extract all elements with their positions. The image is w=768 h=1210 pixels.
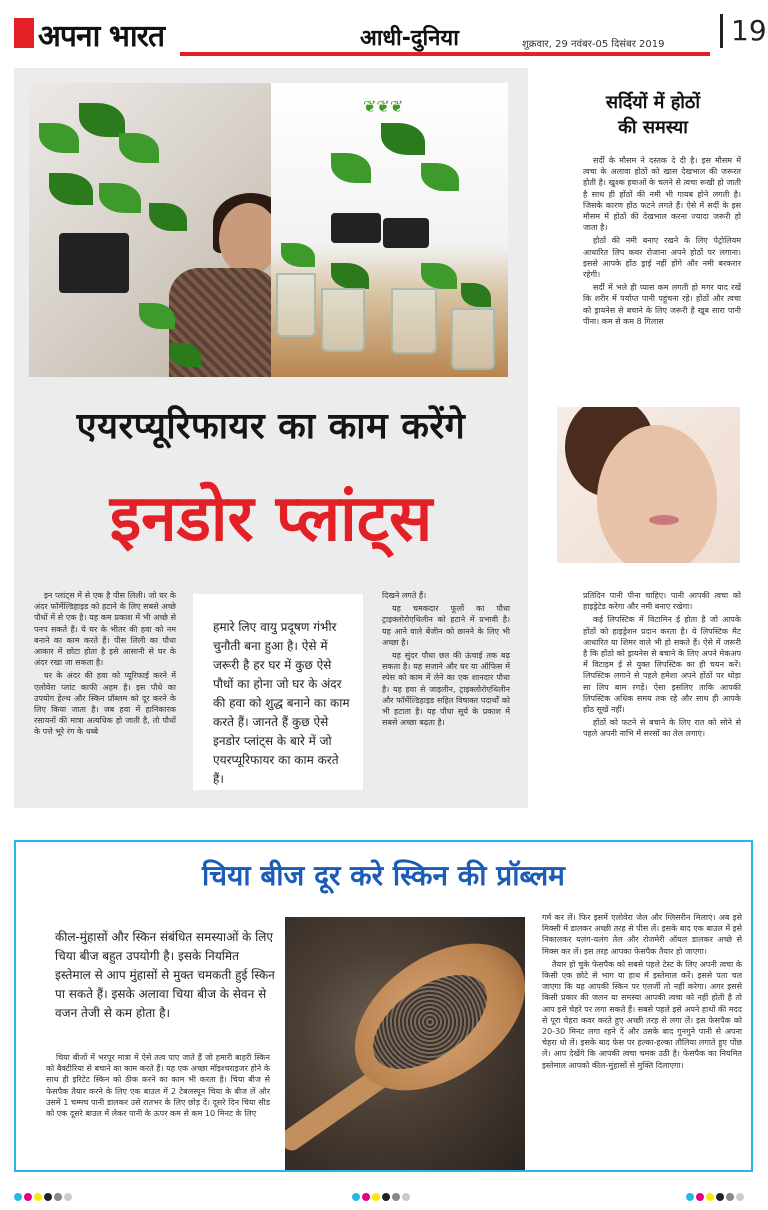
sidebar-headline-line2: की समस्या (618, 117, 688, 138)
chia-headline: चिया बीज दूर करे स्किन की प्रॉब्लम (202, 859, 565, 892)
section-title: आधी-दुनिया (360, 26, 459, 51)
leaf-ornament-icon: ❦❦❦ (363, 97, 404, 116)
chia-intro: कील-मुंहासों और स्किन संबंधित समस्याओं के लिए चिया बीज बहुत उपयोगी है। इसके नियमित इस्तेमाल से आप मुंहासों से मुक्त चमकती हुई स्किन पा सकते हैं। इसके अलावा चिया बीज के सेवन से वजन तेजी से कम होता है। (55, 930, 275, 1020)
paragraph: यह सुंदर पौधा छत की ऊंचाई तक बढ़ सकता है। यह सजाने और घर या ऑफिस में स्पेस को काम में लेने का एक शानदार पौधा है। यह हवा से जाइलीन, ट्राइक्लोरोएथिलीन और फॉर्मेल्डिहाइड सहित विषाक्त पदार्थों को भी हटाता है। यह पौधा सूर्य के प्रकाश में सबसे अच्छा बढ़ता है। (382, 651, 510, 728)
chia-seeds-photo (285, 917, 525, 1170)
paragraph: घर के अंदर की हवा को प्यूरिफाई करने में एलोवेरा प्लांट काफी अहम है। इस पौधे का उपयोग हेल्थ और स्किन प्रॉब्लम को दूर करने के लिए किया जाता है। जब हवा में हानिकारक रसायनों की मात्रा अत्यधिक हो जाती है, तो पौधों के पत्ते भूरे रंग के धब्बे (34, 671, 176, 737)
paragraph: प्रतिदिन पानी पीना चाहिए। पानी आपकी त्वचा को हाइड्रेटेड करेगा और नमी बनाए रखेगा। (583, 591, 741, 612)
print-color-marks (352, 1186, 412, 1194)
paragraph: इन प्लांट्स में से एक है पीस लिली। जो घर के अंदर फॉर्मेल्डिहाइड को हटाने के लिए सबसे अच्छे पौधों में से एक है। यह कम प्रकाश में भी अच्छे से पनप सकते हैं। ये घर के भीतर की हवा को नम बनाने का काम करते हैं। पीस लिली का पौधा आकार में छोटा होता है इसे आसानी से घर के अंदर रखा जा सकता है। (34, 591, 176, 668)
header-rule (180, 52, 710, 56)
paragraph: यह चमकदार फूलों का पौधा ट्राइक्लोरोएथिलीन को हटाने में प्रभावी है। यह आने वाले बेंजीन को छानने के लिए भी अच्छा है। (382, 604, 510, 647)
sidebar-text-bottom (583, 590, 741, 742)
brand-mark (14, 18, 34, 48)
page-number: 19 (720, 14, 767, 48)
headline-line2: इनडोर प्लांट्स (109, 482, 433, 556)
print-color-marks (686, 1186, 746, 1194)
publication-title: अपना भारत (38, 19, 165, 54)
chia-left-text (46, 1052, 270, 1121)
article-column-3 (382, 590, 510, 730)
article-column-1 (34, 590, 176, 740)
paragraph: सर्दी में भले ही प्यास कम लगती हो मगर याद रखें कि शरीर में पर्याप्त पानी पहुंचना रहे। होंठों और त्वचा को ड्रायनेस से बचाने के लिए जरूरी है खूब सारा पानी पीना। कम से कम 8 गिलास (583, 283, 741, 326)
paragraph: सर्दी के मौसम ने दस्तक दे दी है। इस मौसम में त्वचा के अलावा होठों को खास देखभाल की जरूरत होती है। खुश्क हवाओं के चलने से त्वचा रूखी हो जाती है साथ ही होंठों की नमी भी गायब होने लगती है। जिसके कारण होंठ फटने लगते हैं। ऐसे में सर्दी के इस मौसम में होठों की देखभाल करना ज्यादा जरूरी हो जाता है। (583, 156, 741, 233)
paragraph: चिया बीजों में भरपूर मात्रा में ऐसे तत्व पाए जाते हैं जो हमारी बाहरी स्किन को बैक्टीरिया से बचाने का काम करते हैं। यह एक अच्छा मॉइश्चराइजर होने के साथ ही इरिटेट स्किन को ठीक करने का काम भी करता है। चिया बीज से फेसपैक तैयार करने के लिए एक बाउल में 2 टेबलस्पून चिया के बीज लें और उसमें 1 चम्मच पानी डालकर उसे रातभर के लिए छोड़ दें। दूसरे दिन चिया सीड को एक दूसरे बाउल में लेकर पानी के ऊपर कम से कम 10 मिनट के लिए (46, 1053, 270, 1119)
paragraph: दिखने लगते हैं। (382, 591, 427, 600)
woman-lips-photo (557, 407, 740, 563)
paragraph: तैयार हो चुके फेसपैक को सबसे पहले टेस्ट के लिए अपनी त्वचा के किसी एक छोटे से भाग या हाथ में इस्तेमाल करें। इससे पता चल जाएगा कि यह आपकी स्किन पर एलर्जी तो नहीं करेगा। अगर इससे किसी प्रकार की जलन या समस्या आपकी त्वचा को नहीं होती है तो आप इसे चेहरे पर लगा सकते हैं। सबसे पहले इसे अपने हाथों की मदद से पूरा चेहरा कवर करते हुए अच्छी तरह से लगा लें। इस फेसपैक को 20-30 मिनट लगा रहने दें और उसके बाद गुनगुने पानी से अपना चेहरा धो लें। इसके बाद फेस पर हल्का-हल्का तौलिया लगाते हुए पोंछ लें। आप देखेंगे कि आपकी त्वचा चमक उठी है। फेसपैक का नियमित इस्तेमाल आपको कील-मुंहासों से मुक्ति दिलाएगा। (542, 959, 742, 1070)
indoor-plants-photo (271, 83, 508, 377)
print-color-marks (14, 1186, 74, 1194)
woman-with-plant-photo (29, 83, 271, 377)
chia-right-text (542, 912, 742, 1073)
paragraph: गर्म कर लें। फिर इसमें एलोवेरा जेल और ग्लिसरीन मिलाएं। अब इसे मिक्सी में डालकर अच्छी तरह से पीस लें। इसके बाद एक बाउल में इसे निकालकर यलंग-यलंग तेल और रोजमेरी ऑयल डालकर अच्छे से मिक्स कर लें। इस तरह आपका फेसपैक तैयार हो जाएगा। (542, 913, 742, 956)
sidebar-text-top (583, 155, 741, 329)
headline-line1: एयरप्यूरिफायर का काम करेंगे (76, 406, 466, 447)
paragraph: कई लिपस्टिक में विटामिन ई होता है जो आपके होंठों को हाइड्रेशन प्रदान करता है। ये लिपस्टिक मैट आधारित या शिमर वाले भी हो सकते हैं। ऐसे में जरूरी है कि होंठो को ड्रायनेस से बचाने के लिए अपने मेकअप में विटाइम ई से युक्त लिपस्टिक का ही चयन करें। लिपस्टिक लगाने से पहले हमेशा अपने होंठों पर थोड़ा सा लिप बाम रगड़ें। ऐसा इसलिए ताकि आपकी लिपस्टिक अधिक समय तक रहे और साथ ही आपके होंठ सूखें नहीं। (583, 615, 741, 715)
paragraph: होंठों को फटने से बचाने के लिए रात को सोने से पहले अपनी नाभि में सरसों का तेल लगाएं। (583, 718, 741, 739)
paragraph: होठों की नमी बनाए रखने के लिए पेट्रोलियम आधारित लिप कवर रोजाना अपने होठों पर लगाना। इससे आपके होंठ ड्राई नहीं होंगे और नमी बरकरार रहेगी। (583, 236, 741, 280)
sidebar-headline-line1: सर्दियों में होठों (605, 92, 701, 113)
issue-date: शुक्रवार, 29 नवंबर-05 दिसंबर 2019 (522, 39, 665, 50)
pull-quote: हमारे लिए वायु प्रदूषण गंभीर चुनौती बना हुआ है। ऐसे में जरूरी है हर घर में कुछ ऐसे पौधों का होना जो घर के अंदर की हवा को शुद्ध बनाने का काम करते हैं। जानते हैं कुछ ऐसे इनडोर प्लांट्स के बारे में जो एयरप्यूरिफायर का काम करते हैं। (193, 594, 363, 790)
sidebar-headline (556, 90, 750, 140)
